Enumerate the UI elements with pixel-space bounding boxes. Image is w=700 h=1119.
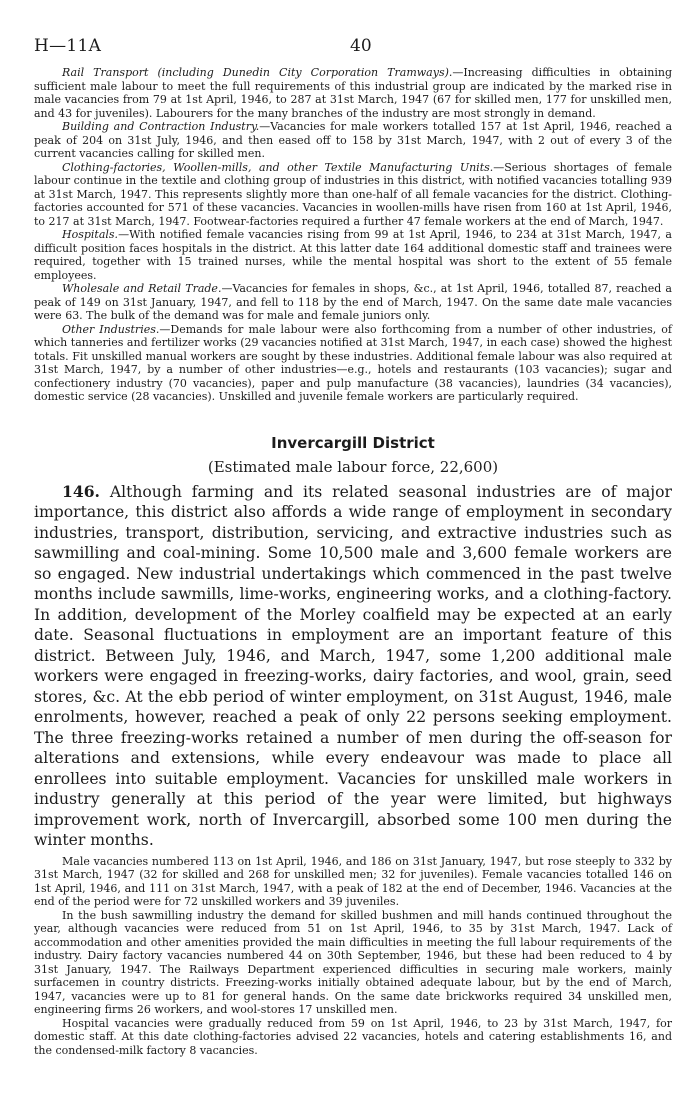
paragraph-146 xyxy=(34,482,672,851)
paragraph-vacancies: Male vacancies numbered 113 on 1st April, 1946, and 186 on 31st January, 1947, but rose steeply to 332 by 31st March, 1947 (32 for skilled and 268 for unskilled men; 32 for juveniles). Female vacancies totalled 146 on 1st April, 1946, and 111 on 31st March, 1947, with a peak of 182 at the end of December, 1946. Vacancies at the end of the period were for 72 unskilled workers and 39 juveniles. xyxy=(34,854,672,908)
paragraph-rail-transport xyxy=(34,66,672,120)
industry-section xyxy=(34,66,672,404)
paragraph-building xyxy=(34,120,672,161)
paragraph-trade xyxy=(34,282,672,323)
district-subtitle: (Estimated male labour force, 22,600) xyxy=(207,457,499,476)
paragraph-lead: Wholesale and Retail Trade. xyxy=(62,282,222,295)
document-page xyxy=(34,36,672,1057)
paragraph-clothing xyxy=(34,161,672,229)
paragraph-lead: Other Industries. xyxy=(62,322,160,336)
paragraph-hospital-vacancies: Hospital vacancies were gradually reduced from 59 on 1st April, 1946, to 23 by 31st March, 1947, for domestic staff. At this date clothing-factories advised 22 vacancies, hotels and catering establishments 16, and the condensed-milk factory 8 vacancies. xyxy=(34,1016,672,1057)
paragraph-lead: Rail Transport (including Dunedin City Corporation Tramways). xyxy=(62,66,453,79)
district-details xyxy=(34,855,672,1058)
paragraph-hospitals xyxy=(34,228,672,282)
paragraph-sawmilling: In the bush sawmilling industry the demand for skilled bushmen and mill hands continued throughout the year, although vacancies were reduced from 51 on 1st April, 1946, to 35 by 31st March, 1947. Lack of accommodation and other amenities provided the main difficulties in meeting the full labour requirements of the industry. Dairy factory vacancies numbered 44 on 30th September, 1946, but these had been reduced to 4 by 31st January, 1947. The Railways Department experienced difficulties in securing male workers, mainly surfacemen in country districts. Freezing-works initially obtained adequate labour, but by the end of March, 1947, vacancies were up to 81 for general hands. On the same date brickworks required 34 unskilled men, engineering firms 26 workers, and wool-stores 17 unskilled men. xyxy=(34,908,672,1016)
paragraph-text: —Increasing difficulties in obtaining sufficient male labour to meet the full requirements of this industrial group are indicated by the marked rise in male vacancies from 79 at 1st April, 1946, to 287 at 31st March, 1947 (67 for skilled men, 177 for unskilled men, and 43 for juveniles). Labourers for the many branches of the industry are most strongly in demand. xyxy=(34,66,672,120)
paragraph-lead: Hospitals. xyxy=(62,228,119,241)
page-header xyxy=(34,36,672,66)
page-number: 40 xyxy=(350,36,372,56)
district-title: Invercargill District xyxy=(271,433,435,452)
paragraph-lead: Clothing-factories, Woollen-mills, and other Textile Manufacturing Units. xyxy=(62,160,494,174)
paragraph-other-industries xyxy=(34,323,672,404)
report-reference: H—11A xyxy=(34,36,102,56)
paragraph-text: —With notified female vacancies rising from 99 at 1st April, 1946, to 234 at 31st March, 1947, a difficult position faces hospitals in the district. At this latter date 164 additional domestic staff and trainees were required, together with 15 trained nurses, while the mental hospital was short to the extent of 55 female employees. xyxy=(34,228,672,282)
paragraph-lead: Building and Contraction Industry. xyxy=(62,120,260,133)
paragraph-text: Although farming and its related seasonal industries are of major importance, this district also affords a wide range of employment in secondary industries, transport, distribution, servicing, and extractive industries such as sawmilling and coal-mining. Some 10,500 male and 3,600 female workers are so engaged. New industrial undertakings which commenced in the past twelve months include sawmills, lime-works, engineering works, and a clothing-factory. In addition, development of the Morley coalfield may be expected at an early date. Seasonal fluctuations in employment are an important feature of this district. Between July, 1946, and March, 1947, some 1,200 additional male workers were engaged in freezing-works, dairy factories, and wool, grain, seed stores, &c. At the ebb period of winter employment, on 31st August, 1946, male enrolments, however, reached a peak of only 22 persons seeking employment. The three freezing-works retained a number of men during the off-season for alterations and extensions, while every endeavour was made to place all enrollees into suitable employment. Vacancies for unskilled male workers in industry generally at this period of the year were limited, but highways improvement work, north of Invercargill, absorbed some 100 men during the winter months. xyxy=(34,482,672,849)
paragraph-text: —Demands for male labour were also forthcoming from a number of other industries, of which tanneries and fertilizer works (29 vacancies notified at 31st March, 1947, in each case) showed the highest totals. Fit unskilled manual workers are sought by these industries. Additional female labour was also required at 31st March, 1947, by a number of other industries—e.g., hotels and restaurants (103 vacancies); sugar and confectionery industry (70 vacancies), paper and pulp manufacture (38 vacancies), laundries (34 vacancies), domestic service (28 vacancies). Unskilled and juvenile female workers are particularly required. xyxy=(34,322,672,403)
paragraph-text: —Vacancies for females in shops, &c., at 1st April, 1946, totalled 87, reached a peak of 149 on 31st January, 1947, and fell to 118 by the end of March, 1947. On the same date male vacancies were 63. The bulk of the demand was for male and female juniors only. xyxy=(34,282,672,322)
paragraph-number: 146. xyxy=(62,481,100,501)
paragraph-text: —Vacancies for male workers totalled 157 at 1st April, 1946, reached a peak of 204 on 31st July, 1946, and then eased off to 158 by 31st March, 1947, with 2 out of every 3 of the current vacancies calling for skilled men. xyxy=(34,120,673,160)
paragraph-text: —Serious shortages of female labour continue in the textile and clothing group of industries in this district, with notified vacancies totalling 939 at 31st March, 1947. This represents slightly more than one-half of all female vacancies for the district. Clothing-factories accounted for 571 of these vacancies. Vacancies in woollen-mills have risen from 160 at 1st April, 1946, to 217 at 31st March, 1947. Footwear-factories required a further 47 female workers at the end of March, 1947. xyxy=(34,160,672,228)
